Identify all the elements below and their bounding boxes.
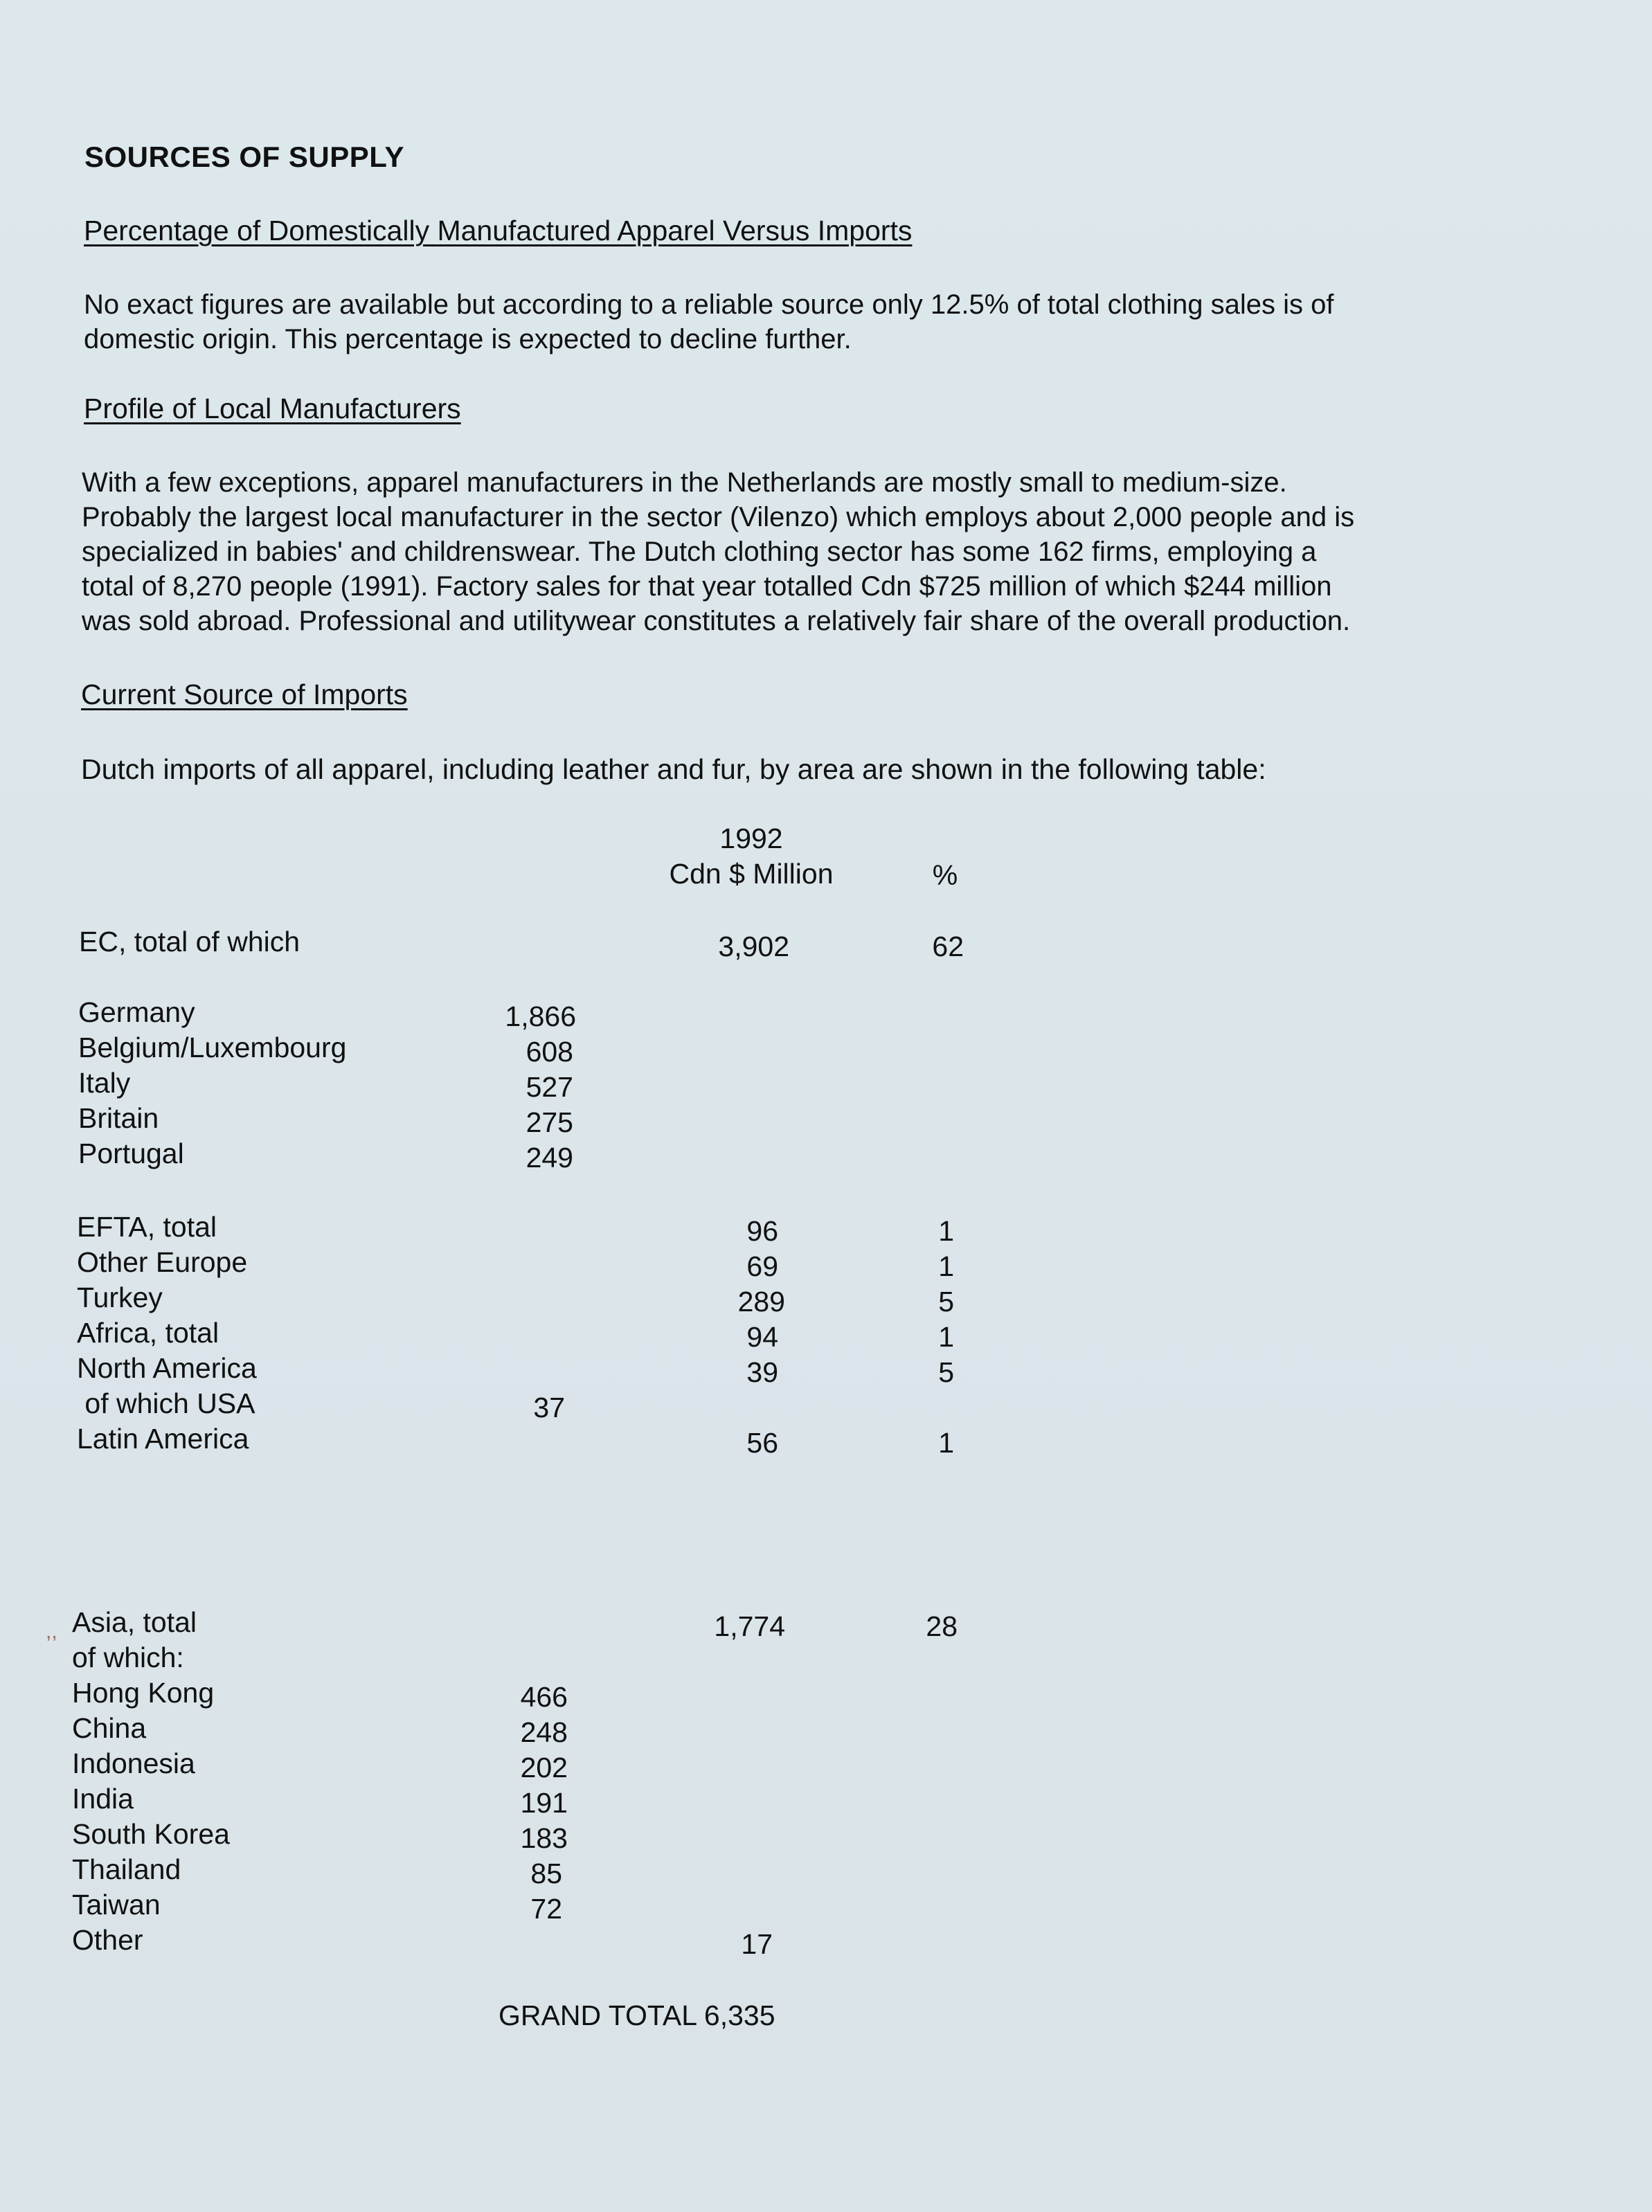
row-country-label: India (72, 1783, 134, 1815)
row-country-value: 191 (520, 1787, 568, 1819)
row-country-label: China (72, 1712, 147, 1744)
row-region-percent: 1 (938, 1215, 954, 1247)
row-asia-label: Asia, total (72, 1606, 197, 1638)
section-heading-imports: Current Source of Imports (81, 678, 408, 710)
grand-total: GRAND TOTAL 6,335 (499, 1999, 775, 2031)
row-asia-value: 1,774 (714, 1610, 785, 1642)
row-country-label: South Korea (72, 1818, 230, 1850)
row-region-value: 289 (737, 1286, 785, 1318)
row-country-label: Thailand (72, 1853, 181, 1885)
paragraph-line: No exact figures are available but according to a reliable source only 12.5% of total clothing sales is of (84, 289, 1334, 320)
row-asia-percent: 28 (926, 1610, 958, 1642)
row-region-sub-value: 37 (533, 1392, 565, 1423)
row-country-label: Belgium/Luxembourg (78, 1032, 347, 1063)
row-region-percent: 1 (938, 1250, 954, 1282)
row-ec-value: 3,902 (718, 930, 789, 962)
row-region-label: North America (77, 1352, 257, 1384)
row-country-value: 249 (526, 1142, 573, 1174)
paragraph-line: was sold abroad. Professional and utilitywear constitutes a relatively fair share of the overall production. (82, 606, 1351, 636)
row-country-value: 275 (526, 1106, 573, 1138)
row-region-value: 96 (746, 1215, 778, 1247)
paragraph-line: domestic origin. This percentage is expected to decline further. (84, 324, 852, 354)
row-region-label: of which USA (77, 1387, 255, 1419)
row-other-label: Other (72, 1924, 143, 1956)
row-country-value: 466 (520, 1681, 568, 1713)
row-region-value: 39 (746, 1356, 778, 1388)
row-country-label: Britain (78, 1102, 159, 1134)
column-header-value: Cdn $ Million (669, 858, 834, 890)
row-ec-label: EC, total of which (79, 926, 300, 957)
row-ec-percent: 62 (932, 930, 964, 962)
row-country-label: Indonesia (72, 1747, 195, 1779)
row-country-label: Germany (78, 996, 195, 1028)
row-region-label: Latin America (77, 1423, 249, 1455)
row-region-value: 69 (746, 1250, 778, 1282)
paragraph-line: specialized in babies' and childrenswear. The Dutch clothing sector has some 162 firms, employing a (82, 537, 1317, 567)
paragraph-line: total of 8,270 people (1991). Factory sales for that year totalled Cdn $725 million of which $244 million (82, 571, 1332, 602)
row-region-percent: 5 (938, 1286, 954, 1318)
row-country-label: Italy (78, 1067, 131, 1099)
row-country-value: 608 (526, 1036, 573, 1068)
row-other-value: 17 (741, 1928, 773, 1960)
row-country-label: Portugal (78, 1138, 184, 1169)
paragraph-line: Probably the largest local manufacturer in the sector (Vilenzo) which employs about 2,000 people and is (82, 502, 1355, 532)
row-region-percent: 5 (938, 1356, 954, 1388)
paragraph-line: With a few exceptions, apparel manufacturers in the Netherlands are mostly small to medium-size. (82, 467, 1287, 498)
row-region-label: Turkey (77, 1282, 163, 1313)
section-heading-domestic: Percentage of Domestically Manufactured Apparel Versus Imports (84, 215, 913, 246)
paragraph-domestic (84, 287, 1469, 357)
row-region-label: Other Europe (77, 1246, 248, 1278)
row-region-label: Africa, total (77, 1317, 219, 1349)
section-heading-profile: Profile of Local Manufacturers (84, 393, 461, 424)
row-country-label: Hong Kong (72, 1677, 215, 1709)
row-region-percent: 1 (938, 1321, 954, 1353)
row-country-value: 1,866 (505, 1000, 576, 1032)
row-region-value: 94 (746, 1321, 778, 1353)
paragraph-profile (82, 465, 1494, 638)
row-country-value: 72 (530, 1893, 562, 1925)
row-region-percent: 1 (938, 1427, 954, 1459)
row-country-value: 248 (520, 1716, 568, 1748)
stray-mark: ,, (46, 1620, 57, 1643)
row-country-value: 202 (520, 1752, 568, 1783)
imports-intro: Dutch imports of all apparel, including leather and fur, by area are shown in the following table: (81, 753, 1266, 785)
row-country-value: 527 (526, 1071, 573, 1103)
page-title: SOURCES OF SUPPLY (84, 141, 405, 173)
row-country-label: Taiwan (72, 1889, 161, 1921)
row-country-value: 85 (530, 1858, 562, 1889)
row-region-label: EFTA, total (77, 1211, 217, 1243)
column-header-percent: % (932, 859, 958, 891)
column-header-year: 1992 (719, 822, 783, 854)
row-region-value: 56 (746, 1427, 778, 1459)
row-asia-sub-label: of which: (72, 1642, 184, 1673)
row-country-value: 183 (520, 1822, 568, 1854)
